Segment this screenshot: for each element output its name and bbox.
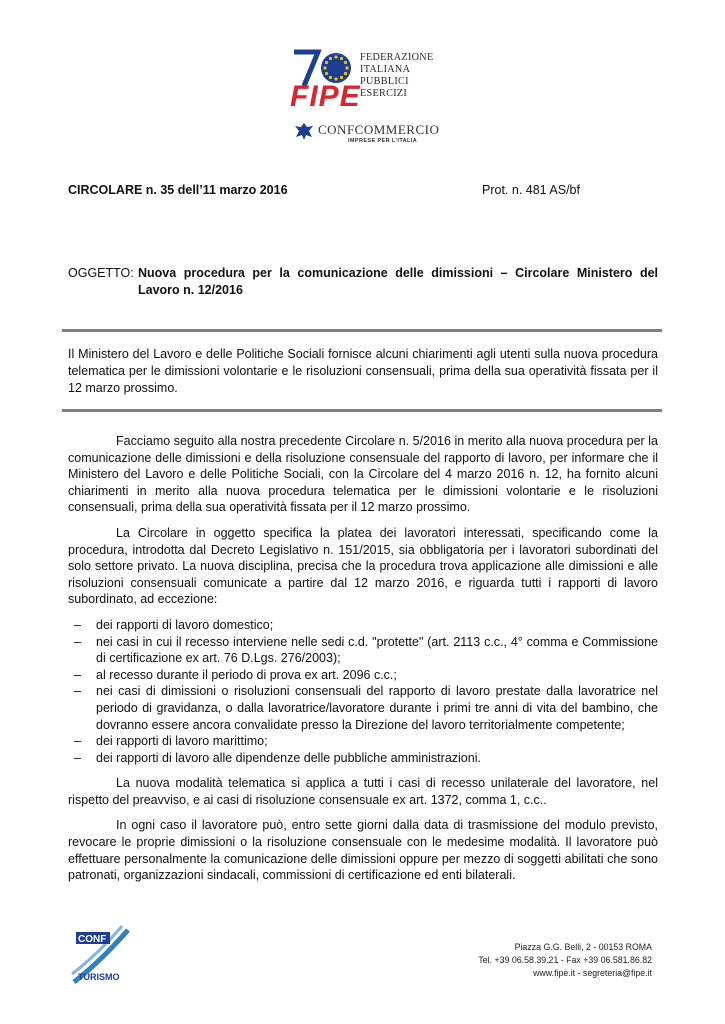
exceptions-list (68, 617, 658, 766)
federazione-text: FEDERAZIONE ITALIANA PUBBLICI ESERCIZI (360, 52, 434, 99)
fipe-logo (288, 44, 448, 150)
protocol-number: Prot. n. 481 AS/bf (482, 183, 580, 197)
list-item: – nei casi di dimissioni o risoluzioni consensuali del rapporto di lavoro prestate dalla lavoratrice nel periodo di gravidanza, o dalla lavoratrice/lavoratore durante i primi tre anni di vita del bambino, che dovranno essere ancora convalidate presso la Direzione del lavoro territorialmente competente; (74, 684, 658, 732)
eagle-emblem-icon (293, 121, 315, 141)
subject-text: Nuova procedura per la comunicazione delle dimissioni – Circolare Ministero del Lavoro n. 12/2016 (138, 266, 658, 297)
subject-label: OGGETTO: (68, 266, 134, 280)
confturismo-logo (70, 924, 130, 986)
confcommercio-tagline: IMPRESE PER L'ITALIA (348, 138, 418, 144)
contact-line: www.fipe.it - segreteria@fipe.it (533, 968, 652, 978)
address-line: Piazza G.G. Belli, 2 - 00153 ROMA (514, 942, 652, 952)
list-item: – nei casi in cui il recesso interviene nelle sedi c.d. "protette" (art. 2113 c.c., 4° comma e Commissione di certificazione ex art. 76 D.Lgs. 276/2003); (74, 634, 658, 666)
phone-line: Tel. +39 06.58.39.21 - Fax +39 06.581.86.82 (478, 955, 652, 965)
circolare-header (68, 183, 658, 197)
subject-block (68, 265, 658, 298)
fipe-wordmark: FIPE (290, 80, 361, 113)
list-item: – al recesso durante il periodo di prova ex art. 2096 c.c.; (74, 667, 397, 682)
abstract-box: Il Ministero del Lavoro e delle Politiche Sociali fornisce alcuni chiarimenti agli utenti sulla nuova procedura telematica per le dimissioni volontarie e le risoluzioni consensuali, prima della sua operatività fissata per il 12 marzo prossimo. (62, 329, 662, 412)
footer-address (400, 941, 652, 980)
body-content (68, 433, 658, 893)
confturismo-bottom-text: TURISMO (78, 972, 120, 982)
list-item: – dei rapporti di lavoro domestico; (74, 617, 274, 632)
paragraph-1: Facciamo seguito alla nostra precedente Circolare n. 5/2016 in merito alla nuova procedura per la comunicazione delle dimissioni e della risoluzione consensuale del rapporto di lavoro, per informare che il Ministero del Lavoro e delle Politiche Sociali, con la Circolare del 4 marzo 2016 n. 12, ha fornito alcuni chiarimenti in merito alla nuova procedura telematica per le dimissioni volontarie e le risoluzioni consensuali, prima della sua operatività fissata per il 12 marzo prossimo. (68, 434, 658, 515)
confcommercio-wordmark: CONFCOMMERCIO (318, 122, 440, 137)
list-item: – dei rapporti di lavoro alle dipendenze delle pubbliche amministrazioni. (74, 750, 481, 765)
paragraph-4: In ogni caso il lavoratore può, entro sette giorni dalla data di trasmissione del modulo previsto, revocare le proprie dimissioni o la risoluzione consensuale con le medesime modalità. Il lavoratore può effettuare personalmente la comunicazione delle dimissioni oppure per mezzo di soggetti abilitati che sono patronati, organizzazioni sindacali, commissioni di certificazione ed enti bilaterali. (68, 818, 658, 883)
circolare-number: CIRCOLARE n. 35 dell’11 marzo 2016 (68, 183, 288, 197)
list-item: – dei rapporti di lavoro marittimo; (74, 734, 268, 749)
confturismo-top-text: CONF (78, 934, 107, 945)
paragraph-2: La Circolare in oggetto specifica la platea dei lavoratori interessati, specificando come la procedura, introdotta dal Decreto Legislativo n. 151/2015, sia obbligatoria per i lavoratori subordinati del solo settore privato. La nuova disciplina, precisa che la procedura trova applicazione alle dimissioni e alle risoluzioni consensuali comunicate a partire dal 12 marzo 2016, e riguarda tutti i rapporti di lavoro subordinato, ad eccezione: (68, 525, 658, 607)
paragraph-3: La nuova modalità telematica si applica a tutti i casi di recesso unilaterale del lavoratore, nel rispetto del preavviso, e ai casi di risoluzione consensuale ex art. 1372, comma 1, c.c.. (68, 776, 658, 807)
